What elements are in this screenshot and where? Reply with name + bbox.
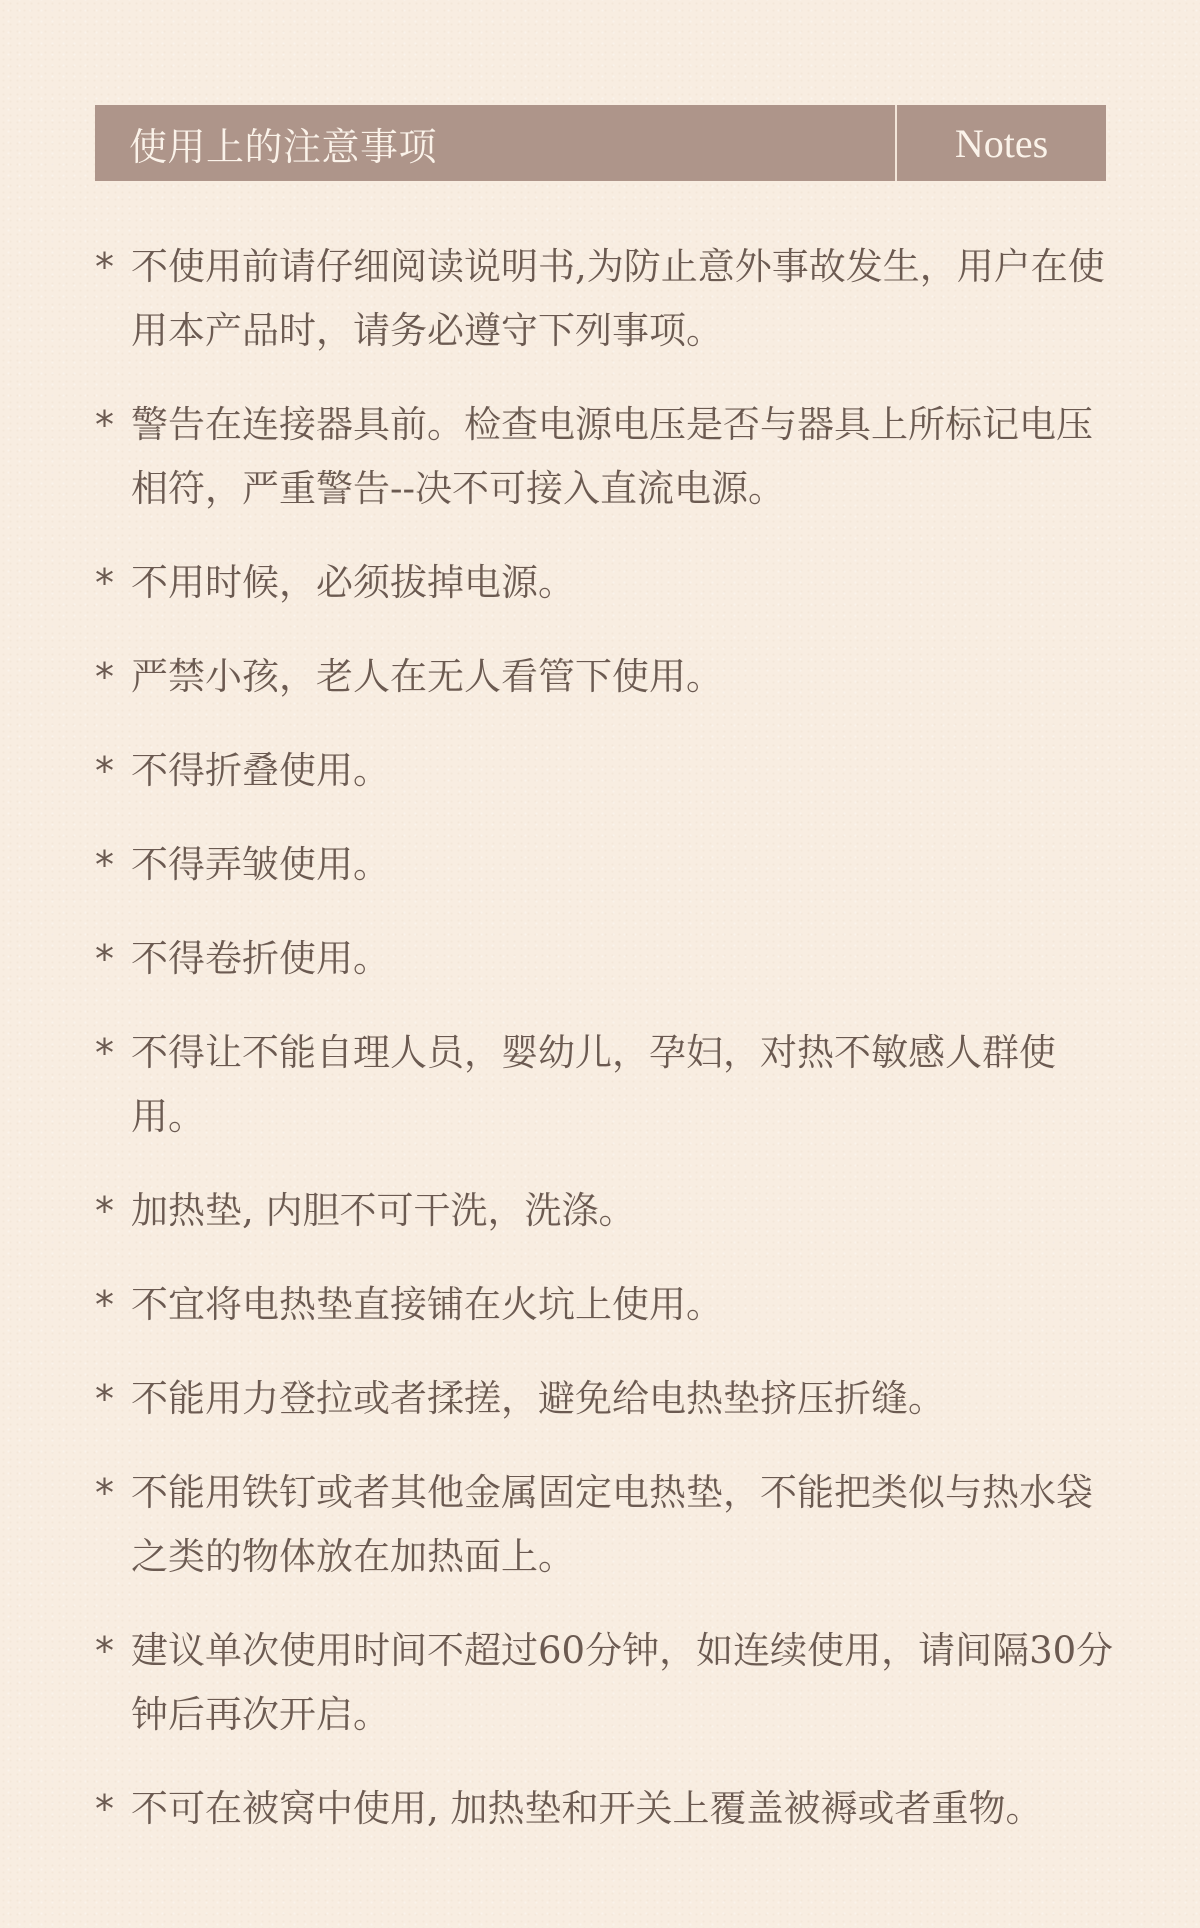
list-item [95, 1777, 1115, 1841]
list-item [95, 1273, 1115, 1337]
note-text: 不得让不能自理人员，婴幼儿，孕妇，对热不敏感人群使用。 [131, 1031, 1056, 1138]
note-text: 不能用铁钉或者其他金属固定电热垫，不能把类似与热水袋之类的物体放在加热面上。 [131, 1471, 1093, 1578]
bullet-asterisk: * [95, 1377, 114, 1421]
note-text: 不可在被窝中使用, 加热垫和开关上覆盖被褥或者重物。 [131, 1787, 1043, 1830]
note-text: 建议单次使用时间不超过60分钟，如连续使用，请间隔30分钟后再次开启。 [131, 1629, 1114, 1736]
bullet-asterisk: * [95, 749, 114, 793]
list-item [95, 393, 1115, 521]
list-item [95, 235, 1115, 363]
note-text: 不用时候，必须拔掉电源。 [131, 561, 575, 604]
list-item [95, 551, 1115, 615]
notes-list [95, 235, 1115, 1871]
bullet-asterisk: * [95, 561, 114, 605]
header-title: 使用上的注意事项 [129, 124, 438, 169]
notes-header [95, 105, 1106, 181]
note-text: 加热垫, 内胆不可干洗，洗涤。 [131, 1189, 636, 1232]
bullet-asterisk: * [95, 245, 114, 289]
list-item [95, 1619, 1115, 1747]
list-item [95, 1179, 1115, 1243]
note-text: 不宜将电热垫直接铺在火坑上使用。 [131, 1283, 723, 1326]
note-text: 严禁小孩，老人在无人看管下使用。 [131, 655, 723, 698]
list-item [95, 645, 1115, 709]
bullet-asterisk: * [95, 1189, 114, 1233]
list-item [95, 739, 1115, 803]
bullet-asterisk: * [95, 1471, 114, 1515]
note-text: 不得折叠使用。 [131, 749, 390, 792]
note-text: 不得弄皱使用。 [131, 843, 390, 886]
bullet-asterisk: * [95, 1787, 114, 1831]
bullet-asterisk: * [95, 1031, 114, 1075]
note-text: 不使用前请仔细阅读说明书,为防止意外事故发生，用户在使用本产品时，请务必遵守下列事项。 [131, 245, 1105, 352]
note-text: 不能用力登拉或者揉搓，避免给电热垫挤压折缝。 [131, 1377, 945, 1420]
bullet-asterisk: * [95, 403, 114, 447]
note-text: 不得卷折使用。 [131, 937, 390, 980]
note-text: 警告在连接器具前。检查电源电压是否与器具上所标记电压相符，严重警告--决不可接入直流电源。 [131, 403, 1093, 510]
list-item [95, 833, 1115, 897]
list-item [95, 1021, 1115, 1149]
header-tag: Notes [954, 120, 1049, 166]
list-item [95, 1461, 1115, 1589]
bullet-asterisk: * [95, 1629, 114, 1673]
bullet-asterisk: * [95, 937, 114, 981]
bullet-asterisk: * [95, 1283, 114, 1327]
bullet-asterisk: * [95, 843, 114, 887]
list-item [95, 1367, 1115, 1431]
bullet-asterisk: * [95, 655, 114, 699]
list-item [95, 927, 1115, 991]
